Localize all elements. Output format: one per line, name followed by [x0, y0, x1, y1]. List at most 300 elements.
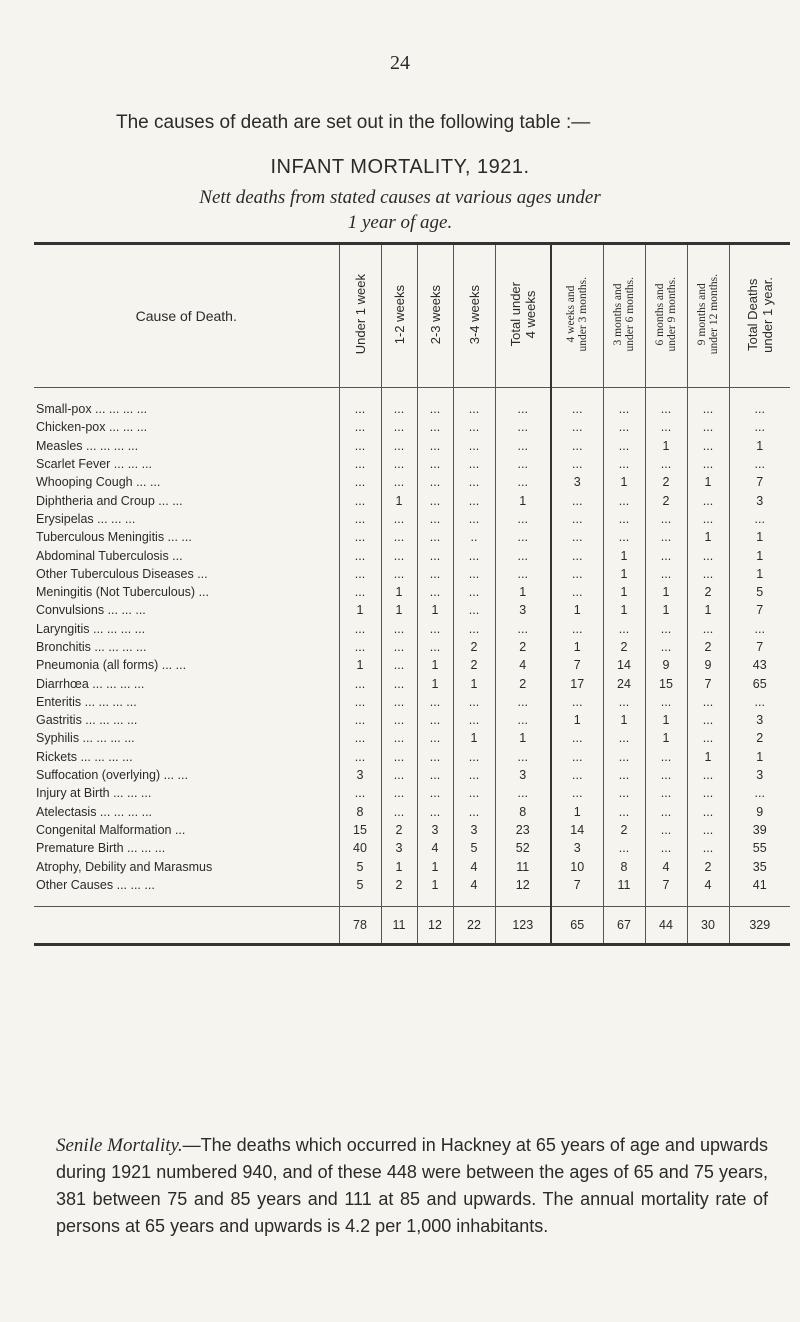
- table-subtitle: [0, 185, 800, 235]
- value-cell: ...: [603, 620, 645, 638]
- table-row: [34, 565, 790, 583]
- value-cell: ...: [381, 638, 417, 656]
- spacer-cell: [645, 894, 687, 907]
- value-cell: ...: [729, 510, 790, 528]
- value-cell: ...: [417, 784, 453, 802]
- value-cell: 1: [417, 601, 453, 619]
- value-cell: ...: [417, 546, 453, 564]
- value-cell: 1: [603, 583, 645, 601]
- table-row: [34, 638, 790, 656]
- value-cell: 52: [495, 839, 551, 857]
- value-cell: ...: [687, 711, 729, 729]
- column-header-line: under 12 months.: [708, 274, 720, 355]
- value-cell: 7: [729, 601, 790, 619]
- value-cell: ...: [453, 473, 495, 491]
- value-cell: 3: [551, 473, 603, 491]
- value-cell: 3: [339, 766, 381, 784]
- value-cell: 3: [551, 839, 603, 857]
- cause-cell: Abdominal Tuberculosis ...: [36, 548, 183, 563]
- cause-cell: Measles ... ... ... ...: [36, 438, 139, 453]
- value-cell: 7: [645, 876, 687, 894]
- cause-cell: Whooping Cough ... ...: [36, 475, 161, 490]
- value-cell: ...: [645, 638, 687, 656]
- value-cell: ...: [495, 748, 551, 766]
- value-cell: 4: [645, 857, 687, 875]
- column-header-line: 3 months and: [612, 283, 624, 346]
- value-cell: ...: [645, 821, 687, 839]
- senile-mortality-paragraph: [56, 1132, 768, 1240]
- value-cell: 1: [729, 565, 790, 583]
- value-cell: 4: [453, 876, 495, 894]
- value-cell: 8: [495, 803, 551, 821]
- cause-cell: Syphilis ... ... ... ...: [36, 731, 135, 746]
- table-row: [34, 418, 790, 436]
- value-cell: ...: [495, 510, 551, 528]
- value-cell: ...: [603, 803, 645, 821]
- cause-cell: Convulsions ... ... ...: [36, 603, 146, 618]
- value-cell: 1: [495, 491, 551, 509]
- value-cell: ...: [603, 839, 645, 857]
- value-cell: ...: [453, 510, 495, 528]
- value-cell: 1: [417, 857, 453, 875]
- value-cell: 1: [687, 601, 729, 619]
- spacer-row: [34, 894, 790, 907]
- column-header-text: [696, 274, 720, 354]
- infant-mortality-table-container: [34, 242, 790, 946]
- value-cell: 1: [339, 601, 381, 619]
- column-header-text: [654, 277, 678, 351]
- value-cell: ...: [603, 455, 645, 473]
- value-cell: 8: [603, 857, 645, 875]
- value-cell: ...: [551, 455, 603, 473]
- value-cell: 1: [729, 528, 790, 546]
- spacer-cell: [495, 388, 551, 401]
- value-cell: ...: [729, 455, 790, 473]
- value-cell: ...: [381, 729, 417, 747]
- value-cell: 2: [687, 583, 729, 601]
- column-header-line: 6 months and: [654, 283, 666, 346]
- value-cell: 43: [729, 656, 790, 674]
- value-cell: 1: [603, 565, 645, 583]
- value-cell: ...: [453, 601, 495, 619]
- value-cell: 1: [495, 729, 551, 747]
- value-cell: ...: [495, 418, 551, 436]
- value-cell: 15: [645, 674, 687, 692]
- value-cell: ...: [381, 510, 417, 528]
- value-cell: ...: [453, 711, 495, 729]
- spacer-cell: [551, 894, 603, 907]
- column-header-4: [453, 245, 495, 388]
- column-header-line: under 1 year.: [759, 276, 775, 353]
- value-cell: ...: [339, 638, 381, 656]
- value-cell: ...: [551, 766, 603, 784]
- value-cell: ...: [453, 546, 495, 564]
- table-row: [34, 437, 790, 455]
- total-cell: 11: [381, 907, 417, 944]
- value-cell: 15: [339, 821, 381, 839]
- value-cell: 3: [495, 601, 551, 619]
- total-cell: 67: [603, 907, 645, 944]
- value-cell: 2: [381, 876, 417, 894]
- value-cell: 2: [603, 821, 645, 839]
- value-cell: 14: [603, 656, 645, 674]
- value-cell: 23: [495, 821, 551, 839]
- value-cell: 1: [603, 473, 645, 491]
- value-cell: ...: [453, 455, 495, 473]
- value-cell: ...: [381, 418, 417, 436]
- value-cell: ...: [603, 400, 645, 418]
- total-cell: 329: [729, 907, 790, 944]
- value-cell: 5: [453, 839, 495, 857]
- value-cell: ...: [603, 766, 645, 784]
- value-cell: ...: [453, 784, 495, 802]
- value-cell: ...: [381, 437, 417, 455]
- value-cell: ...: [417, 729, 453, 747]
- value-cell: ...: [551, 620, 603, 638]
- value-cell: ...: [603, 418, 645, 436]
- value-cell: ...: [417, 491, 453, 509]
- value-cell: ...: [729, 400, 790, 418]
- value-cell: ...: [453, 583, 495, 601]
- value-cell: 1: [453, 674, 495, 692]
- column-header-10: [729, 245, 790, 388]
- value-cell: ...: [495, 693, 551, 711]
- totals-label-cell: [34, 907, 339, 944]
- spacer-cell: [551, 388, 603, 401]
- value-cell: ...: [645, 620, 687, 638]
- value-cell: ...: [687, 821, 729, 839]
- value-cell: ...: [687, 491, 729, 509]
- value-cell: ...: [551, 565, 603, 583]
- value-cell: ...: [603, 784, 645, 802]
- cause-cell: Laryngitis ... ... ... ...: [36, 621, 146, 636]
- value-cell: 14: [551, 821, 603, 839]
- value-cell: 35: [729, 857, 790, 875]
- value-cell: 1: [603, 601, 645, 619]
- value-cell: ...: [417, 803, 453, 821]
- value-cell: ...: [453, 693, 495, 711]
- value-cell: 3: [495, 766, 551, 784]
- value-cell: 1: [339, 656, 381, 674]
- value-cell: ...: [687, 839, 729, 857]
- cause-cell: Other Causes ... ... ...: [36, 877, 155, 892]
- value-cell: 2: [381, 821, 417, 839]
- value-cell: ...: [687, 437, 729, 455]
- value-cell: ...: [381, 528, 417, 546]
- value-cell: 1: [729, 546, 790, 564]
- value-cell: ...: [339, 784, 381, 802]
- value-cell: 3: [729, 766, 790, 784]
- value-cell: ...: [495, 528, 551, 546]
- table-row: [34, 784, 790, 802]
- cause-cell: Atrophy, Debility and Marasmus: [36, 859, 213, 874]
- table-row: [34, 473, 790, 491]
- page-number: 24: [390, 52, 410, 74]
- value-cell: ...: [339, 565, 381, 583]
- value-cell: 1: [453, 729, 495, 747]
- value-cell: ...: [687, 510, 729, 528]
- table-row: [34, 839, 790, 857]
- value-cell: 1: [495, 583, 551, 601]
- column-header-3: [417, 245, 453, 388]
- value-cell: 2: [645, 473, 687, 491]
- value-cell: ...: [687, 565, 729, 583]
- value-cell: ...: [381, 711, 417, 729]
- value-cell: 2: [495, 674, 551, 692]
- value-cell: ...: [495, 620, 551, 638]
- value-cell: 1: [603, 711, 645, 729]
- value-cell: ...: [339, 729, 381, 747]
- value-cell: ...: [495, 784, 551, 802]
- column-header-line: under 9 months.: [666, 277, 678, 352]
- value-cell: ...: [495, 546, 551, 564]
- value-cell: ...: [551, 784, 603, 802]
- cause-cell: Meningitis (Not Tuberculous) ...: [36, 585, 209, 600]
- value-cell: ...: [645, 803, 687, 821]
- value-cell: ...: [381, 693, 417, 711]
- value-cell: ...: [645, 839, 687, 857]
- spacer-cell: [687, 388, 729, 401]
- value-cell: ...: [551, 693, 603, 711]
- table-row: [34, 455, 790, 473]
- value-cell: 10: [551, 857, 603, 875]
- total-cell: 30: [687, 907, 729, 944]
- value-cell: 2: [687, 638, 729, 656]
- value-cell: 3: [453, 821, 495, 839]
- total-cell: 44: [645, 907, 687, 944]
- value-cell: ...: [495, 473, 551, 491]
- cause-cell: Gastritis ... ... ... ...: [36, 713, 138, 728]
- column-header-5: [495, 245, 551, 388]
- value-cell: ...: [381, 748, 417, 766]
- value-cell: 1: [551, 803, 603, 821]
- value-cell: 3: [729, 491, 790, 509]
- value-cell: 11: [603, 876, 645, 894]
- cause-column-header: Cause of Death.: [34, 245, 339, 388]
- table-row: [34, 491, 790, 509]
- value-cell: ...: [381, 455, 417, 473]
- cause-cell: Rickets ... ... ... ...: [36, 749, 133, 764]
- value-cell: 9: [645, 656, 687, 674]
- table-body: [34, 388, 790, 944]
- total-cell: 12: [417, 907, 453, 944]
- value-cell: ...: [339, 546, 381, 564]
- value-cell: ...: [417, 766, 453, 784]
- value-cell: ...: [551, 491, 603, 509]
- value-cell: ...: [453, 437, 495, 455]
- value-cell: 9: [729, 803, 790, 821]
- cause-cell: Pneumonia (all forms) ... ...: [36, 658, 187, 673]
- value-cell: 1: [687, 473, 729, 491]
- total-cell: 123: [495, 907, 551, 944]
- column-header-2: [381, 245, 417, 388]
- table-header-row: [34, 245, 790, 388]
- value-cell: 1: [729, 748, 790, 766]
- table-row: [34, 693, 790, 711]
- value-cell: 41: [729, 876, 790, 894]
- table-row: [34, 656, 790, 674]
- value-cell: 1: [729, 437, 790, 455]
- value-cell: ...: [645, 400, 687, 418]
- column-header-1: [339, 245, 381, 388]
- value-cell: ...: [687, 400, 729, 418]
- value-cell: 2: [453, 656, 495, 674]
- value-cell: 1: [417, 876, 453, 894]
- value-cell: ...: [417, 418, 453, 436]
- table-row: [34, 821, 790, 839]
- cause-cell: Erysipelas ... ... ...: [36, 511, 136, 526]
- value-cell: ...: [645, 510, 687, 528]
- value-cell: ...: [453, 400, 495, 418]
- spacer-cell: [381, 388, 417, 401]
- value-cell: ...: [381, 656, 417, 674]
- cause-cell: Injury at Birth ... ... ...: [36, 786, 152, 801]
- column-header-line: Total Deaths: [744, 278, 760, 351]
- spacer-cell: [339, 388, 381, 401]
- value-cell: ...: [551, 546, 603, 564]
- value-cell: 1: [381, 601, 417, 619]
- cause-cell: Tuberculous Meningitis ... ...: [36, 530, 192, 545]
- spacer-cell: [34, 894, 339, 907]
- column-header-9: [687, 245, 729, 388]
- value-cell: ...: [551, 400, 603, 418]
- value-cell: ...: [417, 693, 453, 711]
- value-cell: 2: [645, 491, 687, 509]
- value-cell: ...: [687, 803, 729, 821]
- value-cell: ...: [495, 437, 551, 455]
- value-cell: ...: [381, 400, 417, 418]
- column-header-6: [551, 245, 603, 388]
- value-cell: ...: [551, 437, 603, 455]
- value-cell: ...: [339, 693, 381, 711]
- value-cell: 1: [603, 546, 645, 564]
- table-row: [34, 583, 790, 601]
- value-cell: 3: [417, 821, 453, 839]
- value-cell: 3: [729, 711, 790, 729]
- spacer-cell: [603, 894, 645, 907]
- value-cell: 5: [339, 857, 381, 875]
- cause-cell: Diarrhœa ... ... ... ...: [36, 676, 145, 691]
- subtitle-line-1: Nett deaths from stated causes at various ages under: [199, 187, 601, 208]
- value-cell: 1: [687, 528, 729, 546]
- value-cell: ...: [645, 546, 687, 564]
- column-header-text: Under 1 week: [352, 274, 368, 355]
- value-cell: ...: [687, 418, 729, 436]
- value-cell: ...: [495, 565, 551, 583]
- column-header-line: 9 months and: [696, 283, 708, 346]
- value-cell: ...: [729, 693, 790, 711]
- cause-cell: Chicken-pox ... ... ...: [36, 420, 148, 435]
- value-cell: ...: [339, 400, 381, 418]
- value-cell: ...: [687, 693, 729, 711]
- value-cell: 1: [645, 437, 687, 455]
- value-cell: 2: [495, 638, 551, 656]
- value-cell: 1: [645, 601, 687, 619]
- value-cell: ...: [645, 455, 687, 473]
- value-cell: ...: [339, 528, 381, 546]
- spacer-cell: [687, 894, 729, 907]
- value-cell: 3: [381, 839, 417, 857]
- value-cell: ...: [687, 766, 729, 784]
- table-row: [34, 729, 790, 747]
- value-cell: 1: [381, 491, 417, 509]
- column-header-text: [612, 277, 636, 351]
- table-row: [34, 510, 790, 528]
- table-row: [34, 803, 790, 821]
- value-cell: ...: [645, 418, 687, 436]
- value-cell: ...: [417, 510, 453, 528]
- value-cell: ...: [339, 583, 381, 601]
- value-cell: ...: [645, 784, 687, 802]
- value-cell: ...: [645, 565, 687, 583]
- spacer-cell: [453, 388, 495, 401]
- table-row: [34, 620, 790, 638]
- value-cell: ...: [495, 400, 551, 418]
- value-cell: ...: [339, 711, 381, 729]
- senile-mortality-text: —The deaths which occurred in Hackney at 65 years of age and upwards during 1921 numbered 940, and of these 448 were between the ages of 65 and 75 years, 381 between 75 and 85 years and 111 at 85 and upwards. The annual mortality rate of persons at 65 years and upwards is 4.2 per 1,000 inhabitants.: [56, 1135, 768, 1236]
- cause-cell: Other Tuberculous Diseases ...: [36, 566, 208, 581]
- value-cell: ...: [551, 729, 603, 747]
- column-header-text: 2-3 weeks: [427, 284, 443, 345]
- cause-cell: Congenital Malformation ...: [36, 822, 186, 837]
- column-header-line: 4 weeks: [522, 290, 538, 339]
- value-cell: ...: [729, 418, 790, 436]
- column-header-line: Total under: [507, 282, 523, 347]
- value-cell: ...: [339, 418, 381, 436]
- table-row: [34, 546, 790, 564]
- value-cell: ...: [551, 748, 603, 766]
- value-cell: ...: [417, 437, 453, 455]
- table-row: [34, 674, 790, 692]
- value-cell: ...: [417, 400, 453, 418]
- value-cell: 8: [339, 803, 381, 821]
- value-cell: 5: [729, 583, 790, 601]
- value-cell: ...: [603, 748, 645, 766]
- value-cell: 40: [339, 839, 381, 857]
- table-title: INFANT MORTALITY, 1921.: [270, 156, 530, 178]
- value-cell: ...: [417, 528, 453, 546]
- value-cell: 1: [417, 656, 453, 674]
- value-cell: ...: [381, 766, 417, 784]
- spacer-cell: [645, 388, 687, 401]
- value-cell: ...: [687, 546, 729, 564]
- value-cell: ...: [453, 491, 495, 509]
- value-cell: 39: [729, 821, 790, 839]
- value-cell: ...: [339, 620, 381, 638]
- total-cell: 65: [551, 907, 603, 944]
- value-cell: ...: [417, 583, 453, 601]
- column-header-7: [603, 245, 645, 388]
- value-cell: 1: [687, 748, 729, 766]
- value-cell: ...: [453, 418, 495, 436]
- value-cell: ...: [603, 729, 645, 747]
- cause-cell: Diphtheria and Croup ... ...: [36, 493, 183, 508]
- value-cell: 1: [551, 711, 603, 729]
- value-cell: ...: [417, 711, 453, 729]
- value-cell: 24: [603, 674, 645, 692]
- table-row: [34, 748, 790, 766]
- value-cell: ...: [453, 748, 495, 766]
- cause-cell: Atelectasis ... ... ... ...: [36, 804, 153, 819]
- column-header-line: under 6 months.: [624, 277, 636, 352]
- table-row: [34, 400, 790, 418]
- totals-row: [34, 907, 790, 944]
- value-cell: ...: [551, 528, 603, 546]
- intro-text: The causes of death are set out in the following table :—: [116, 112, 591, 133]
- value-cell: ...: [645, 693, 687, 711]
- column-header-text: 1-2 weeks: [391, 284, 407, 345]
- table-row: [34, 876, 790, 894]
